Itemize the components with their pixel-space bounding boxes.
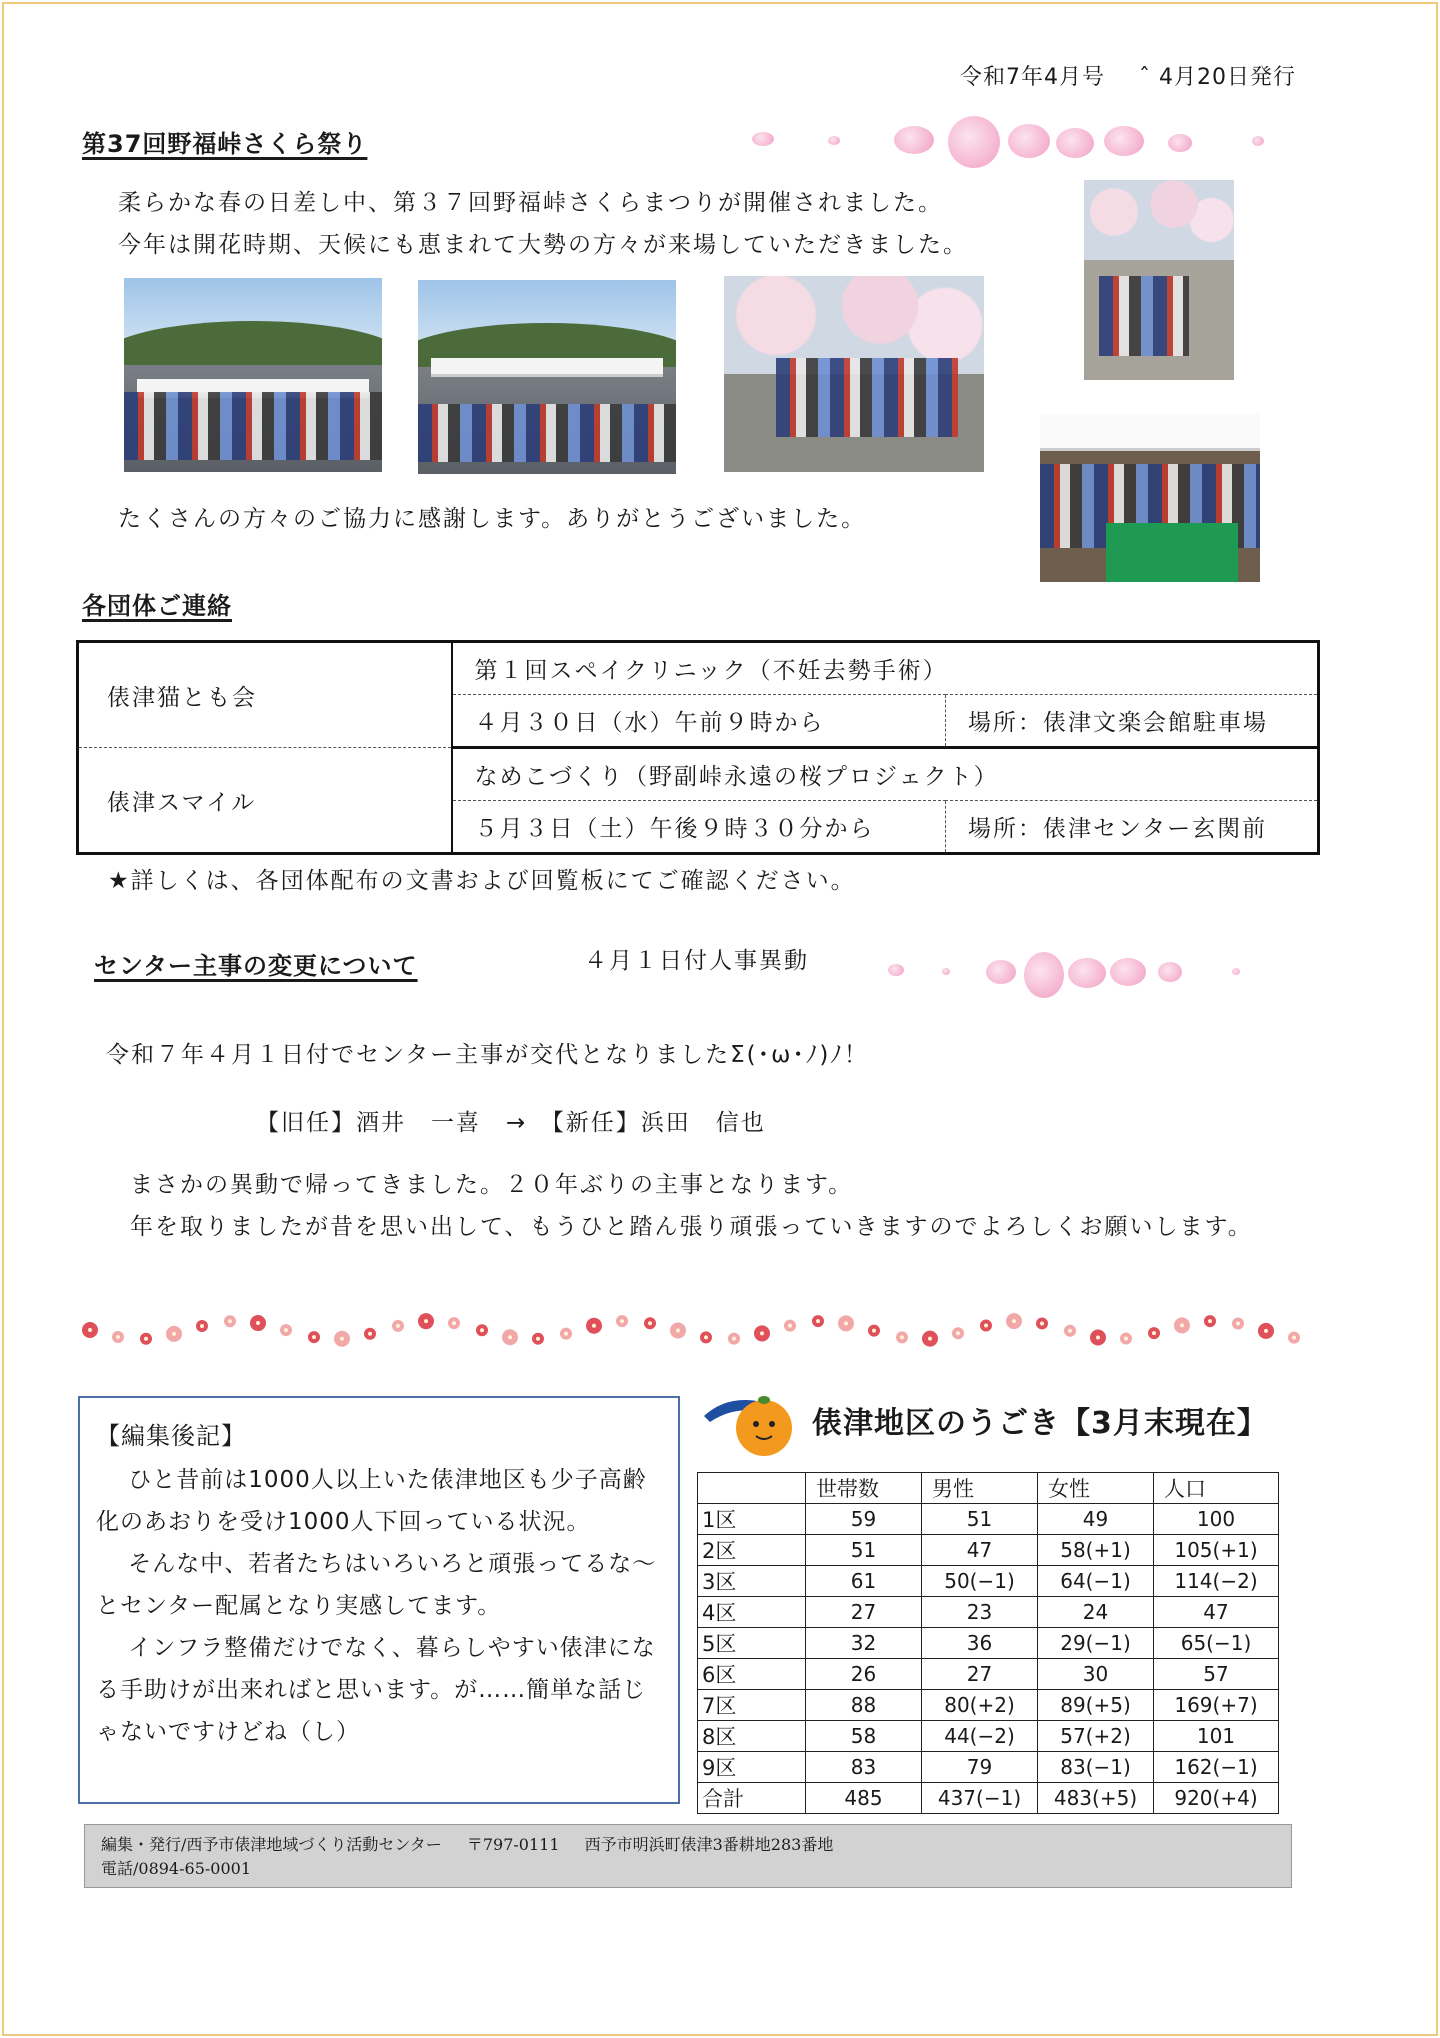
staff-heading: センター主事の変更について bbox=[94, 952, 418, 980]
festival-photo-choir bbox=[724, 276, 984, 472]
stats-value-cell: 23 bbox=[922, 1597, 1038, 1628]
stats-value-cell: 437(−1) bbox=[922, 1783, 1038, 1814]
stats-value-cell: 79 bbox=[922, 1752, 1038, 1783]
stats-row bbox=[698, 1566, 1279, 1597]
stats-value-cell: 51 bbox=[806, 1535, 922, 1566]
stats-value-cell: 105(+1) bbox=[1154, 1535, 1279, 1566]
stats-area-cell: 5区 bbox=[698, 1628, 806, 1659]
stats-value-cell: 26 bbox=[806, 1659, 922, 1690]
group-when-2: ５月３日（土）午後９時３０分から bbox=[452, 801, 946, 854]
festival-photo-crowd bbox=[124, 278, 382, 472]
group-event-1: 第１回スペイクリニック（不妊去勢手術） bbox=[452, 642, 1319, 695]
afterword-box bbox=[78, 1396, 680, 1804]
stats-value-cell: 65(−1) bbox=[1154, 1628, 1279, 1659]
stats-header-female: 女性 bbox=[1038, 1473, 1154, 1504]
stats-value-cell: 114(−2) bbox=[1154, 1566, 1279, 1597]
stats-area-cell: 合計 bbox=[698, 1783, 806, 1814]
stats-value-cell: 483(+5) bbox=[1038, 1783, 1154, 1814]
stats-value-cell: 32 bbox=[806, 1628, 922, 1659]
stats-row bbox=[698, 1690, 1279, 1721]
stats-value-cell: 169(+7) bbox=[1154, 1690, 1279, 1721]
stats-area-cell: 1区 bbox=[698, 1504, 806, 1535]
stats-area-cell: 3区 bbox=[698, 1566, 806, 1597]
group-event-2: なめこづくり（野副峠永遠の桜プロジェクト） bbox=[452, 748, 1319, 801]
stats-row bbox=[698, 1597, 1279, 1628]
stats-area-cell: 6区 bbox=[698, 1659, 806, 1690]
group-where-2: 場所：俵津センター玄関前 bbox=[946, 801, 1319, 854]
stats-title: 俵津地区のうごき【3月末現在】 bbox=[812, 1406, 1268, 1441]
stats-value-cell: 57(+2) bbox=[1038, 1721, 1154, 1752]
footer-phone: 電話/0894-65-0001 bbox=[101, 1859, 252, 1878]
stats-value-cell: 83 bbox=[806, 1752, 922, 1783]
footer-publisher: 編集・発行/西予市俵津地域づくり活動センター bbox=[101, 1835, 442, 1854]
stats-area-cell: 9区 bbox=[698, 1752, 806, 1783]
stats-header-area bbox=[698, 1473, 806, 1504]
stats-value-cell: 49 bbox=[1038, 1504, 1154, 1535]
stats-value-cell: 29(−1) bbox=[1038, 1628, 1154, 1659]
stats-value-cell: 47 bbox=[1154, 1597, 1279, 1628]
stats-value-cell: 101 bbox=[1154, 1721, 1279, 1752]
stats-value-cell: 51 bbox=[922, 1504, 1038, 1535]
stats-row bbox=[698, 1535, 1279, 1566]
groups-table bbox=[76, 640, 1320, 855]
stats-row bbox=[698, 1752, 1279, 1783]
stats-area-cell: 4区 bbox=[698, 1597, 806, 1628]
stats-value-cell: 47 bbox=[922, 1535, 1038, 1566]
stats-value-cell: 61 bbox=[806, 1566, 922, 1597]
festival-photo-tents bbox=[418, 280, 676, 474]
festival-thanks: たくさんの方々のご協力に感謝します。ありがとうございました。 bbox=[118, 506, 867, 532]
afterword-p2: そんな中、若者たちはいろいろと頑張ってるな〜とセンター配属となり実感してます。 bbox=[96, 1551, 657, 1619]
issue-edition: 令和7年4月号 bbox=[960, 65, 1105, 90]
stats-value-cell: 88 bbox=[806, 1690, 922, 1721]
stats-value-cell: 920(+4) bbox=[1154, 1783, 1279, 1814]
flower-garland bbox=[80, 1310, 1306, 1350]
festival-text-2: 今年は開花時期、天候にも恵まれて大勢の方々が来場していただきました。 bbox=[118, 232, 968, 258]
afterword-p1: ひと昔前は1000人以上いた俵津地区も少子高齢化のあおりを受け1000人下回っている状況。 bbox=[96, 1467, 647, 1535]
stats-value-cell: 57 bbox=[1154, 1659, 1279, 1690]
stats-value-cell: 36 bbox=[922, 1628, 1038, 1659]
stats-table bbox=[697, 1472, 1279, 1814]
stats-value-cell: 89(+5) bbox=[1038, 1690, 1154, 1721]
stats-row bbox=[698, 1628, 1279, 1659]
stats-area-cell: 8区 bbox=[698, 1721, 806, 1752]
stats-value-cell: 80(+2) bbox=[922, 1690, 1038, 1721]
group-where-1: 場所：俵津文楽会館駐車場 bbox=[946, 695, 1319, 748]
mascot-orange-icon bbox=[700, 1386, 800, 1460]
issue-info bbox=[960, 60, 1296, 91]
stats-value-cell: 58(+1) bbox=[1038, 1535, 1154, 1566]
stats-value-cell: 64(−1) bbox=[1038, 1566, 1154, 1597]
stats-area-cell: 7区 bbox=[698, 1690, 806, 1721]
stats-row bbox=[698, 1721, 1279, 1752]
stats-value-cell: 485 bbox=[806, 1783, 922, 1814]
stats-value-cell: 162(−1) bbox=[1154, 1752, 1279, 1783]
group-when-1: ４月３０日（水）午前９時から bbox=[452, 695, 946, 748]
issue-date: ˆ 4月20日発行 bbox=[1139, 65, 1296, 90]
stats-value-cell: 50(−1) bbox=[922, 1566, 1038, 1597]
festival-photo-stall bbox=[1040, 414, 1260, 582]
footer bbox=[84, 1824, 1292, 1888]
footer-postal: 〒797-0111 bbox=[466, 1835, 560, 1854]
staff-text-2: まさかの異動で帰ってきました。２０年ぶりの主事となります。 bbox=[130, 1172, 854, 1198]
stats-value-cell: 100 bbox=[1154, 1504, 1279, 1535]
stats-value-cell: 59 bbox=[806, 1504, 922, 1535]
staff-change: 【旧任】酒井 一喜 → 【新任】浜田 信也 bbox=[256, 1110, 766, 1136]
stats-value-cell: 24 bbox=[1038, 1597, 1154, 1628]
stats-value-cell: 44(−2) bbox=[922, 1721, 1038, 1752]
groups-heading: 各団体ご連絡 bbox=[82, 592, 232, 620]
stats-row bbox=[698, 1659, 1279, 1690]
festival-text-1: 柔らかな春の日差し中、第３７回野福峠さくらまつりが開催されました。 bbox=[118, 190, 943, 216]
stats-header-population: 人口 bbox=[1154, 1473, 1279, 1504]
groups-note: ★詳しくは、各団体配布の文書および回覧板にてご確認ください。 bbox=[108, 868, 856, 894]
stats-value-cell: 27 bbox=[806, 1597, 922, 1628]
stats-value-cell: 27 bbox=[922, 1659, 1038, 1690]
footer-address: 西予市明浜町俵津3番耕地283番地 bbox=[584, 1835, 834, 1854]
stats-value-cell: 83(−1) bbox=[1038, 1752, 1154, 1783]
staff-text-3: 年を取りましたが昔を思い出して、もうひと踏ん張り頑張っていきますのでよろしくお願いします。 bbox=[130, 1214, 1253, 1240]
afterword-p3: インフラ整備だけでなく、暮らしやすい俵津になる手助けが出来ればと思います。が……簡単な話じゃないですけどね（し） bbox=[96, 1635, 656, 1745]
festival-photo-children bbox=[1084, 180, 1234, 380]
stats-header-households: 世帯数 bbox=[806, 1473, 922, 1504]
stats-area-cell: 2区 bbox=[698, 1535, 806, 1566]
group-org-2: 俵津スマイル bbox=[78, 748, 452, 854]
afterword-title: 【編集後記】 bbox=[96, 1422, 246, 1450]
festival-heading: 第37回野福峠さくら祭り bbox=[82, 130, 368, 158]
stats-header-male: 男性 bbox=[922, 1473, 1038, 1504]
stats-value-cell: 30 bbox=[1038, 1659, 1154, 1690]
stats-row bbox=[698, 1783, 1279, 1814]
stats-row bbox=[698, 1504, 1279, 1535]
staff-text-1: 令和７年４月１日付でセンター主事が交代となりましたΣ(･ω･ﾉ)ﾉ！ bbox=[106, 1042, 869, 1068]
stats-value-cell: 58 bbox=[806, 1721, 922, 1752]
group-org-1: 俵津猫とも会 bbox=[78, 642, 452, 748]
staff-subheading: ４月１日付人事異動 bbox=[584, 948, 809, 974]
